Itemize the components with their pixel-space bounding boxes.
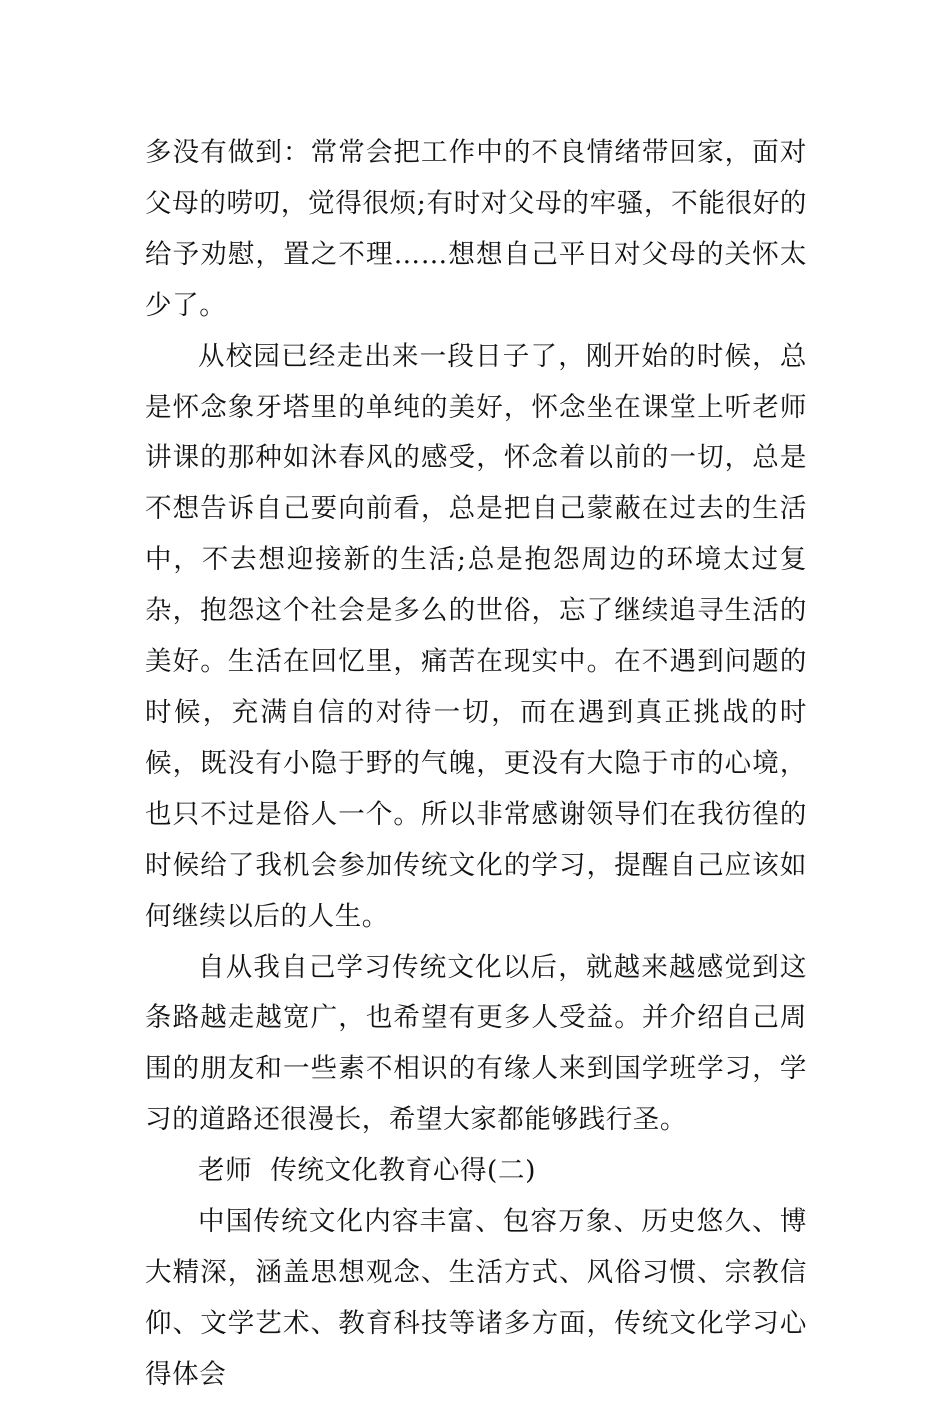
section-heading: 老师 传统文化教育心得(二) xyxy=(198,1155,537,1187)
paragraph-campus-memories: 从校园已经走出来一段日子了，刚开始的时候，总是怀念象牙塔里的单纯的美好，怀念坐在课堂上听老师讲课的那种如沐春风的感受，怀念着以前的一切，总是不想告诉自己要向前看，总是把自己蒙蔽在过去的生活中，不去想迎接新的生活;总是抱怨周边的环境太过复杂，抱怨这个社会是多么的世俗，忘了继续追寻生活的美好。生活在回忆里，痛苦在现实中。在不遇到问题的时候，充满自信的对待一切，而在遇到真正挑战的时候，既没有小隐于野的气魄，更没有大隐于市的心境，也只不过是俗人一个。所以非常感谢领导们在我彷徨的时候给了我机会参加传统文化的学习，提醒自己应该如何继续以后的人生。 xyxy=(145,340,807,932)
document-body xyxy=(145,128,807,1401)
paragraph-continuation: 多没有做到：常常会把工作中的不良情绪带回家，面对父母的唠叨，觉得很烦;有时对父母的牢骚，不能很好的给予劝慰，置之不理……想想自己平日对父母的关怀太少了。 xyxy=(145,137,807,321)
paragraph-chinese-culture: 中国传统文化内容丰富、包容万象、历史悠久、博大精深，涵盖思想观念、生活方式、风俗习惯、宗教信仰、文学艺术、教育科技等诸多方面，传统文化学习心得体会 xyxy=(145,1206,807,1390)
paragraph-learning-path: 自从我自己学习传统文化以后，就越来越感觉到这条路越走越宽广，也希望有更多人受益。并介绍自己周围的朋友和一些素不相识的有缘人来到国学班学习，学习的道路还很漫长，希望大家都能够践行圣。 xyxy=(145,951,807,1136)
